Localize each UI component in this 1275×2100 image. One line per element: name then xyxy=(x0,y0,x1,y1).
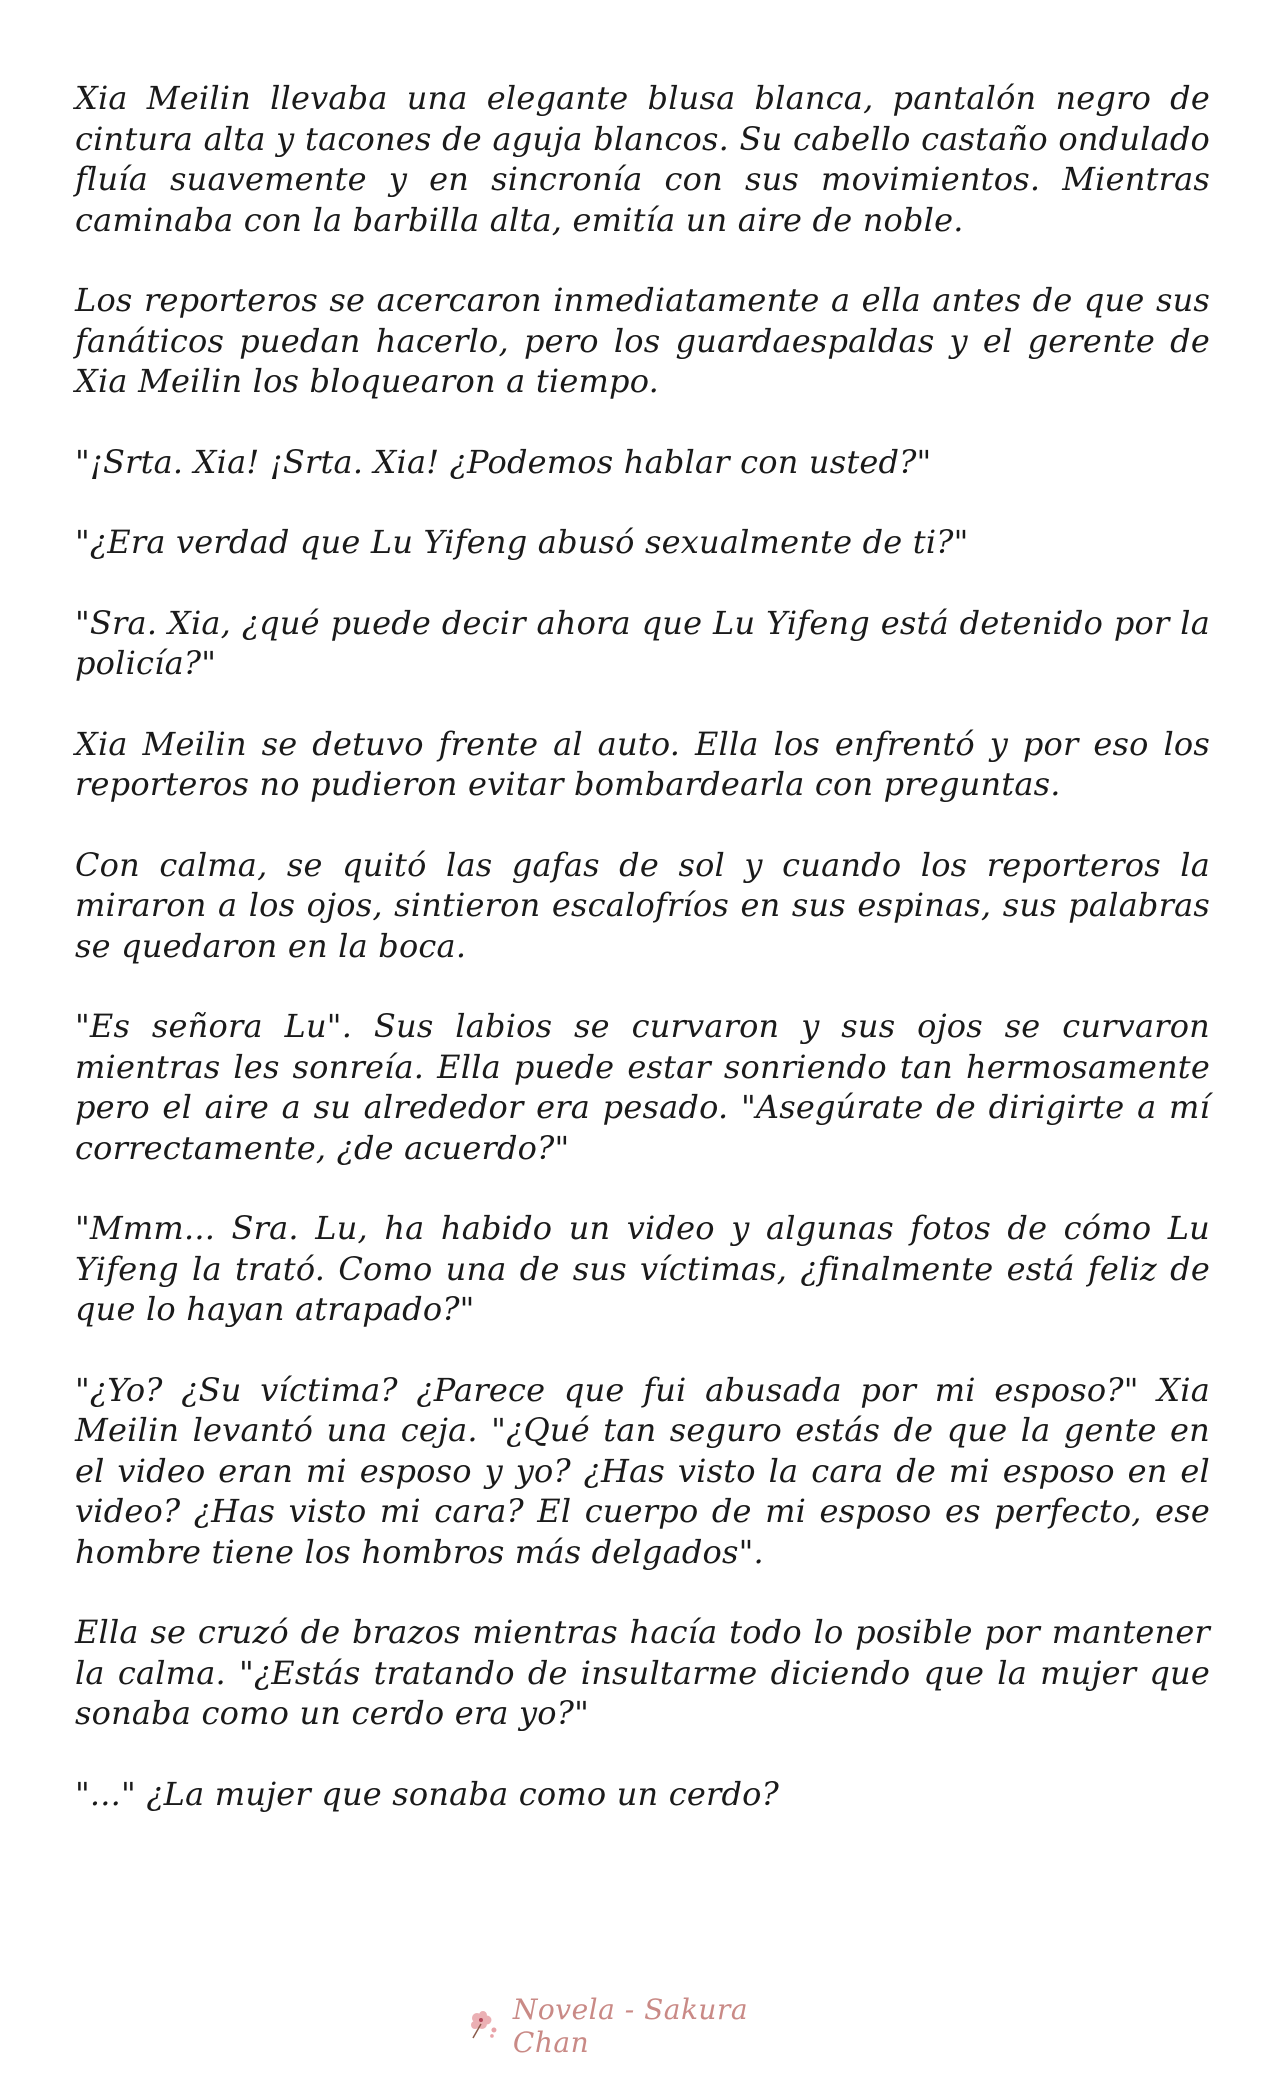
paragraph: Con calma, se quitó las gafas de sol y cuando los reporteros la miraron a los ojos, sintieron escalofríos en sus espinas, sus palabras se quedaron en la boca. xyxy=(75,845,1210,965)
watermark xyxy=(463,1993,833,2059)
paragraph: "¡Srta. Xia! ¡Srta. Xia! ¿Podemos hablar con usted?" xyxy=(75,442,932,481)
paragraph: "Sra. Xia, ¿qué puede decir ahora que Lu Yifeng está detenido por la policía?" xyxy=(75,603,1210,682)
paragraph: "¿Era verdad que Lu Yifeng abusó sexualmente de ti?" xyxy=(75,523,969,561)
paragraph: "Mmm... Sra. Lu, ha habido un video y algunas fotos de cómo Lu Yifeng la trató. Como una de sus víctimas, ¿finalmente está feliz de que lo hayan atrapado?" xyxy=(75,1209,1210,1328)
paragraph: "¿Yo? ¿Su víctima? ¿Parece que fui abusada por mi esposo?" Xia Meilin levantó una ceja. "¿Qué tan seguro estás de que la gente en el video eran mi esposo y yo? ¿Has visto la cara de mi esposo en el video? ¿Has visto mi cara? El cuerpo de mi esposo es perfecto, ese hombre tiene los hombros más delgados". xyxy=(75,1370,1210,1571)
paragraph: Xia Meilin se detuvo frente al auto. Ella los enfrentó y por eso los reporteros no pudieron evitar bombardearla con preguntas. xyxy=(75,724,1210,803)
document-body xyxy=(75,78,1210,1854)
paragraph: "Es señora Lu". Sus labios se curvaron y sus ojos se curvaron mientras les sonreía. Ella puede estar sonriendo tan hermosamente pero el aire a su alrededor era pesado. "Asegúrate de dirigirte a mí correctamente, ¿de acuerdo?" xyxy=(75,1007,1210,1167)
paragraph: Xia Meilin llevaba una elegante blusa blanca, pantalón negro de cintura alta y tacones de aguja blancos. Su cabello castaño ondulado fluía suavemente y en sincronía con sus movimientos. Mientras caminaba con la barbilla alta, emitía un aire de noble. xyxy=(75,79,1210,239)
paragraph: "..." ¿La mujer que sonaba como un cerdo? xyxy=(75,1774,779,1813)
paragraph: Ella se cruzó de brazos mientras hacía todo lo posible por mantener la calma. "¿Estás tratando de insultarme diciendo que la mujer que sonaba como un cerdo era yo?" xyxy=(75,1613,1210,1732)
watermark-text: Novela - Sakura Chan xyxy=(512,1993,749,2059)
paragraph: Los reporteros se acercaron inmediatamente a ella antes de que sus fanáticos puedan hacerlo, pero los guardaespaldas y el gerente de Xia Meilin los bloquearon a tiempo. xyxy=(75,281,1210,400)
sakura-flower-icon xyxy=(463,2006,503,2046)
